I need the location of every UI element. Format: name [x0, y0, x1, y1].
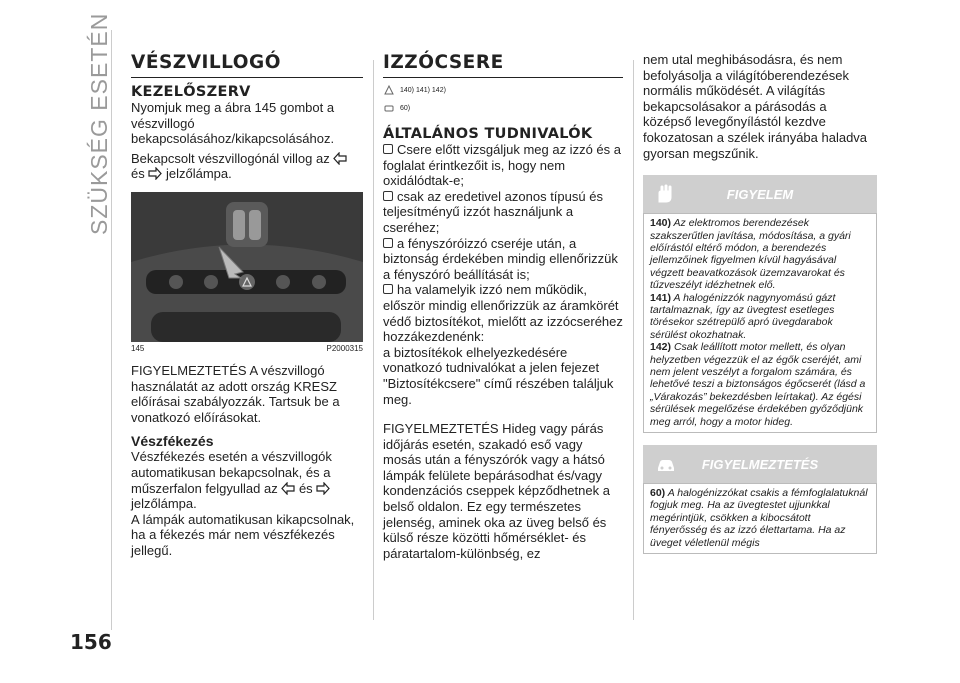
warning-item: 141) A halogénizzók nagynyomású gázt tartalmaznak, így az üvegtest esetleges törésekor szétrepülő apró üvegdarabok sérülést okozhatnak.: [650, 291, 836, 341]
column-divider: [373, 60, 374, 620]
paragraph-kresz-note: FIGYELMEZTETÉS A vészvillogó használatát az adott ország KRESZ előírásai szabályozzák. Tartsuk be a vonatkozó előírásokat.: [131, 362, 340, 425]
figure-code: P2000315: [326, 343, 363, 353]
warning-refs: 140) 141) 142): [383, 84, 623, 96]
bullet-icon: [383, 144, 393, 154]
paragraph-condensation: FIGYELMEZTETÉS Hideg vagy párás időjárás esetén, szakadó eső vagy mosás után a fényszórók vagy a hátsó lámpák felülete bepárásodhat és/vagy kondenzációs cseppek képződhetnek a belső oldalon. Ez egy természetes jelenség, aminek oka az üveg belső és külső része közötti hőmérséklet- és páratartalom-különbség, ez: [383, 421, 610, 561]
turn-left-arrow-icon: [333, 152, 347, 165]
car-note-icon: [383, 102, 395, 114]
paragraph-lights-off: A lámpák automatikusan kikapcsolnak, ha a fékezés már nem vészfékezés jellegű.: [131, 511, 355, 558]
bullet-icon: [383, 191, 393, 201]
turn-left-arrow-icon: [281, 482, 295, 495]
chapter-side-title: SZÜKSÉG ESETÉN: [86, 12, 112, 235]
bullet-item: ha valamelyik izzó nem működik, először mindig ellenőrizzük az áramkörét védő biztosítékot, mielőtt az izzócseréhez hozzákezdenénk:: [383, 282, 623, 345]
paragraph-condensation-cont: nem utal meghibásodásra, és nem befolyásolja a világítóberendezések normális működését. A világítás bekapcsolásakor a párásodás a középső levegőnyílástól kezdve fokozatosan a szélek irányába haladva gyorsan megszűnik.: [643, 52, 868, 161]
paragraph-hazard-button: Nyomjuk meg a ábra 145 gombot a vészvillogó bekapcsolásához/kikapcsolásához.: [131, 100, 335, 147]
turn-right-arrow-icon: [316, 482, 330, 495]
warning-item: 142) Csak leállított motor mellett, és olyan helyzetben végezzük el az égők cseréjét, ami nem jelent veszélyt a forgalom számára, és lehetővé teszi a biztonságos égőcserét (lásd a „Várakozás” bekezdésben leírtakat). Az égési sérülések megelőzése érdekében győződjünk meg arról, hogy a motor hideg.: [650, 341, 866, 428]
column-warnings: [643, 52, 877, 554]
paragraph-fuse-reference: a biztosítékok elhelyezkedésére vonatkozó tudnivalókat a jelen fejezet "Biztosítékcsere" című részében találjuk meg.: [383, 344, 614, 407]
note-item: 60) A halogénizzókat csakis a fémfoglalatuknál fogjuk meg. Ha az üvegtestet ujjunkkal megérintjük, csökken a kibocsátott fényerősség és az izzó élettartama. Ha az üveget véletlenül mégis: [650, 487, 868, 549]
paragraph-emergency-braking: Vészfékezés esetén a vészvillogók automatikusan bekapcsolnak, és a műszerfalon felgyullad az és jelzőlámpa.: [131, 449, 332, 512]
paragraph-hazard-indicator: Bekapcsolt vészvillogónál villog az és jelzőlámpa.: [131, 151, 363, 182]
section-title-bulb: IZZÓCSERE: [383, 52, 623, 78]
section-title-hazard: VÉSZVILLOGÓ: [131, 52, 363, 78]
heading-emergency-braking: Vészfékezés: [131, 433, 214, 450]
note-box-body: [643, 483, 877, 554]
warning-box-header: [643, 175, 877, 213]
warning-item: 140) Az elektromos berendezések szakszerűtlen javítása, módosítása, a gyári előírástól eltérő módon, a berendezés jellemzőinek figyelmen kívül hagyásával végzett beavatkozások üzemzavarokat és tűzveszélyt idézhetnek elő.: [650, 217, 851, 292]
figure-caption: [131, 344, 363, 353]
column-divider: [633, 60, 634, 620]
page-number: 156: [70, 630, 112, 654]
turn-right-arrow-icon: [148, 167, 162, 180]
note-box-header: [643, 445, 877, 483]
bullet-item: csak az eredetivel azonos típusú és teljesítményű izzót használjunk a cseréhez;: [383, 188, 603, 235]
hand-warning-icon: [383, 84, 395, 96]
bullet-icon: [383, 284, 393, 294]
note-refs: 60): [383, 102, 623, 114]
hazard-button-illustration: [131, 192, 363, 342]
bullet-item: a fényszóróizzó cseréje után, a biztonság érdekében mindig ellenőrizzük a fényszóró beállítását is;: [383, 235, 618, 282]
column-bulb-replacement: [383, 52, 623, 561]
subsection-title-control: KEZELŐSZERV: [131, 84, 251, 100]
warning-box-title: FIGYELEM: [726, 187, 794, 203]
column-hazard-lights: [131, 52, 363, 559]
warning-box-body: [643, 213, 877, 433]
dashboard-photo: [131, 192, 363, 342]
subsection-title-general: ÁLTALÁNOS TUDNIVALÓK: [383, 126, 593, 142]
bullet-item: Csere előtt vizsgáljuk meg az izzó és a foglalat érintkezőit is, hogy nem oxidálódtak-e;: [383, 142, 621, 189]
note-box-title: FIGYELMEZTETÉS: [701, 457, 819, 473]
bullet-icon: [383, 238, 393, 248]
figure-number: 145: [131, 343, 145, 353]
